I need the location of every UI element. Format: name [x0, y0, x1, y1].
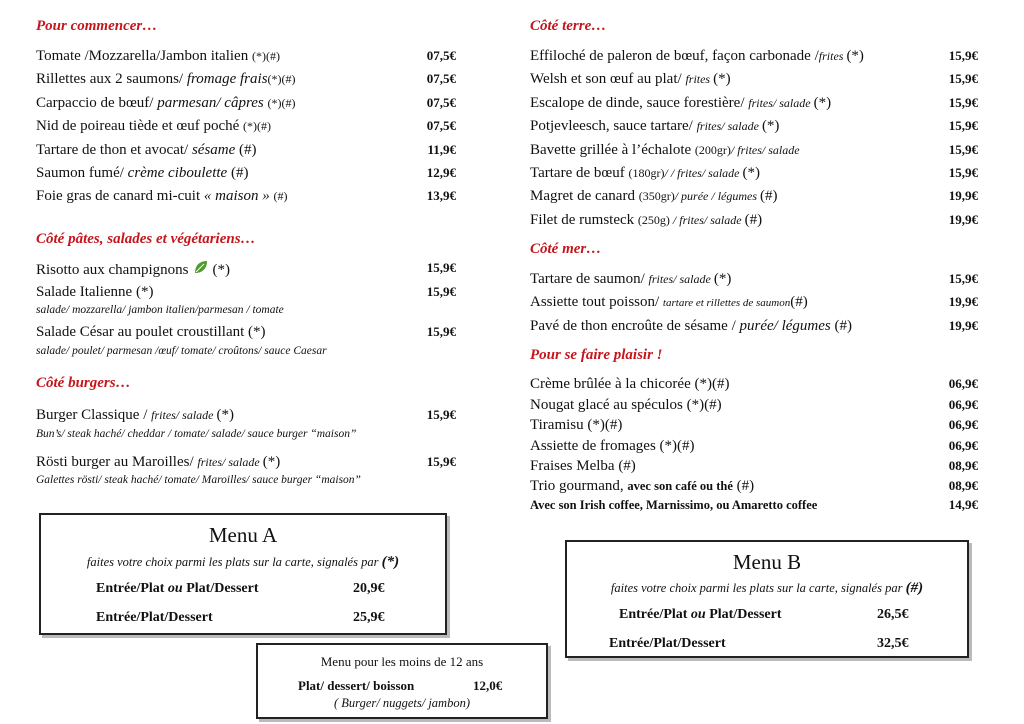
menu-item: Nougat glacé au spéculos (*)(#) — [530, 397, 722, 413]
section-title-sea: Côté mer… — [530, 241, 602, 257]
menu-item: Avec son Irish coffee, Marnissimo, ou Amaretto coffee — [530, 498, 818, 512]
menu-b-title: Menu B — [732, 550, 802, 574]
item-price: 06,9€ — [948, 417, 978, 432]
menu-item: Magret de canard (350gr)/ purée / légumes (#) — [530, 188, 778, 204]
kids-menu-title: Menu pour les moins de 12 ans — [320, 654, 484, 669]
item-price: 15,9€ — [426, 454, 456, 469]
menu-item: Nid de poireau tiède et œuf poché (*)(#) — [36, 118, 271, 134]
item-price: 12,9€ — [426, 165, 456, 180]
section-title-burgers: Côté burgers… — [36, 375, 131, 391]
item-price: 14,9€ — [948, 497, 978, 512]
item-price: 19,9€ — [948, 294, 978, 309]
menu-item: Escalope de dinde, sauce forestière/ frites/ salade (*) — [530, 95, 832, 111]
item-price: 07,5€ — [426, 118, 456, 133]
item-description: salade/ poulet/ parmesan /œuf/ tomate/ croûtons/ sauce Caesar — [36, 345, 327, 357]
item-description: Bun’s/ steak haché/ cheddar / tomate/ salade/ sauce burger “maison” — [36, 428, 357, 440]
item-price: 08,9€ — [948, 478, 978, 493]
menu-item: Carpaccio de bœuf/ parmesan/ câpres (*)(#) — [36, 95, 296, 111]
menu-a-option-2-price: 25,9€ — [353, 610, 385, 625]
section-title-starters: Pour commencer… — [36, 18, 158, 34]
item-price: 15,9€ — [948, 165, 978, 180]
menu-item: Burger Classique / frites/ salade (*) — [36, 407, 234, 423]
menu-item: Tartare de bœuf (180gr)/ / frites/ salade (*) — [530, 165, 760, 181]
menu-item: Rillettes aux 2 saumons/ fromage frais(*)(#) — [36, 71, 296, 87]
section-title-land: Côté terre… — [530, 18, 607, 34]
menu-item: Foie gras de canard mi-cuit « maison » (#) — [36, 188, 288, 204]
menu-item: Potjevleesch, sauce tartare/ frites/ salade (*) — [530, 118, 780, 134]
menu-a-option-1: Entrée/Plat ou Plat/Dessert — [96, 581, 259, 596]
item-price: 11,9€ — [427, 142, 456, 157]
menu-a-box — [39, 513, 447, 635]
menu-b-option-2: Entrée/Plat/Dessert — [609, 636, 726, 651]
item-price: 06,9€ — [948, 376, 978, 391]
section-title-desserts: Pour se faire plaisir ! — [530, 347, 663, 363]
kids-menu-label: Plat/ dessert/ boisson — [298, 678, 415, 693]
item-price: 15,9€ — [948, 142, 978, 157]
menu-item: Rösti burger au Maroilles/ frites/ salade (*) — [36, 454, 281, 470]
menu-item: Crème brûlée à la chicorée (*)(#) — [530, 376, 730, 392]
item-price: 06,9€ — [948, 397, 978, 412]
item-price: 15,9€ — [948, 71, 978, 86]
item-price: 15,9€ — [948, 95, 978, 110]
item-price: 15,9€ — [948, 48, 978, 63]
item-price: 08,9€ — [948, 458, 978, 473]
menu-item: Pavé de thon encroûte de sésame / purée/ légumes (#) — [530, 318, 852, 334]
item-price: 06,9€ — [948, 438, 978, 453]
menu-b-option-1: Entrée/Plat ou Plat/Dessert — [619, 607, 782, 622]
menu-item: Assiette tout poisson/ tartare et rillettes de saumon(#) — [530, 294, 808, 310]
item-price: 19,9€ — [948, 212, 978, 227]
menu-b-description: faites votre choix parmi les plats sur la carte, signalés par (#) — [610, 580, 924, 596]
item-price: 15,9€ — [426, 324, 456, 339]
section-title-pasta-salads: Côté pâtes, salades et végétariens… — [36, 231, 256, 247]
menu-item: Trio gourmand, avec son café ou thé (#) — [530, 478, 755, 494]
kids-menu-box — [256, 643, 548, 719]
item-price: 15,9€ — [426, 407, 456, 422]
menu-item: Tartare de saumon/ frites/ salade (*) — [530, 271, 732, 287]
menu-item: Tiramisu (*)(#) — [530, 417, 623, 433]
menu-b-option-1-price: 26,5€ — [877, 607, 909, 622]
menu-item: Tomate /Mozzarella/Jambon italien (*)(#) — [36, 48, 280, 64]
menu-item: Tartare de thon et avocat/ sésame (#) — [36, 142, 257, 158]
menu-item: Effiloché de paleron de bœuf, façon carbonade /frites (*) — [530, 48, 864, 64]
item-description: salade/ mozzarella/ jambon italien/parmesan / tomate — [36, 304, 284, 316]
menu-item: Welsh et son œuf au plat/ frites (*) — [530, 71, 731, 87]
menu-item: Filet de rumsteck (250g) / frites/ salade (#) — [530, 212, 763, 228]
menu-a-option-1-price: 20,9€ — [353, 581, 385, 596]
item-price: 15,9€ — [948, 118, 978, 133]
item-price: 07,5€ — [426, 95, 456, 110]
menu-b-option-2-price: 32,5€ — [877, 636, 909, 651]
item-price: 13,9€ — [426, 188, 456, 203]
leaf-icon — [193, 259, 209, 275]
menu-a-description: faites votre choix parmi les plats sur la carte, signalés par (*) — [86, 554, 400, 570]
menu-item: Risotto aux champignons (*) — [36, 259, 230, 279]
item-price: 15,9€ — [426, 284, 456, 299]
item-price: 07,5€ — [426, 48, 456, 63]
menu-a-option-2: Entrée/Plat/Dessert — [96, 610, 213, 625]
menu-item: Salade César au poulet croustillant (*) — [36, 324, 266, 340]
menu-a-title: Menu A — [208, 523, 278, 547]
menu-item: Bavette grillée à l’échalote (200gr)/ frites/ salade — [530, 142, 800, 158]
kids-menu-price: 12,0€ — [473, 678, 503, 693]
menu-item: Assiette de fromages (*)(#) — [530, 438, 695, 454]
item-price: 19,9€ — [948, 188, 978, 203]
menu-item: Saumon fumé/ crème ciboulette (#) — [36, 165, 249, 181]
kids-menu-details: ( Burger/ nuggets/ jambon) — [334, 696, 470, 710]
item-price: 19,9€ — [948, 318, 978, 333]
menu-item: Fraises Melba (#) — [530, 458, 636, 474]
item-price: 07,5€ — [426, 71, 456, 86]
item-price: 15,9€ — [426, 260, 456, 275]
item-description: Galettes rösti/ steak haché/ tomate/ Maroilles/ sauce burger “maison” — [36, 474, 361, 486]
menu-b-box — [565, 540, 969, 658]
menu-item: Salade Italienne (*) — [36, 284, 154, 300]
item-price: 15,9€ — [948, 271, 978, 286]
